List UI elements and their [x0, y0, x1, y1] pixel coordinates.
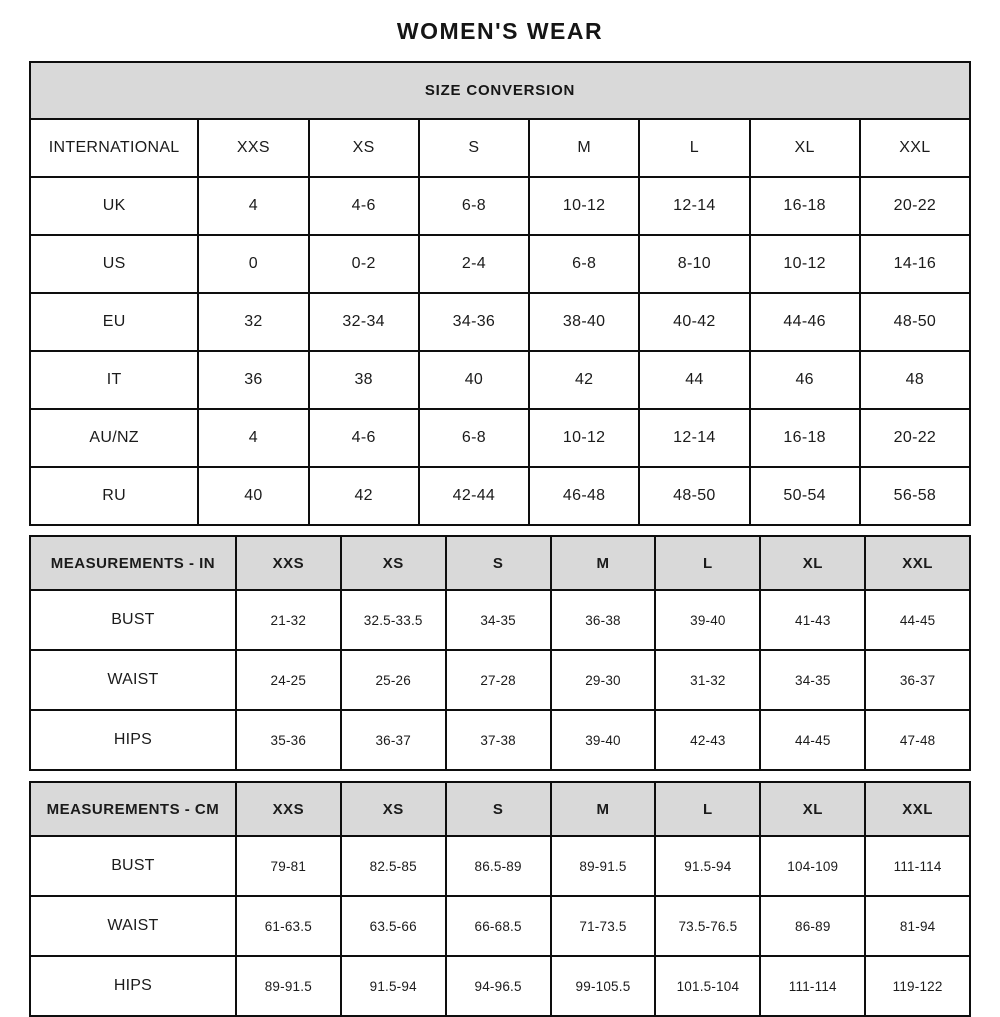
col-header-cell: XL: [750, 119, 860, 177]
col-header-cell: M: [529, 119, 639, 177]
col-header-cell: XXS: [198, 119, 308, 177]
size-value-cell: 38-40: [529, 293, 639, 351]
size-conversion-header-row: [30, 119, 970, 177]
table-row-hips-cm: [30, 956, 970, 1016]
size-value-cell: 6-8: [419, 409, 529, 467]
size-value-cell: 40-42: [639, 293, 749, 351]
col-header-cell: S: [419, 119, 529, 177]
measure-value-cell: 29-30: [551, 650, 656, 710]
measure-value-cell: 24-25: [236, 650, 341, 710]
table-row-us: [30, 235, 970, 293]
size-value-cell: 6-8: [529, 235, 639, 293]
col-header-cell: L: [655, 782, 760, 836]
table-row-waist-in: [30, 650, 970, 710]
row-label-cell: BUST: [30, 590, 236, 650]
measurements-in-table: [29, 535, 971, 771]
size-value-cell: 48-50: [639, 467, 749, 525]
size-value-cell: 56-58: [860, 467, 970, 525]
measure-value-cell: 111-114: [865, 836, 970, 896]
size-value-cell: 0: [198, 235, 308, 293]
measure-value-cell: 25-26: [341, 650, 446, 710]
size-value-cell: 4-6: [309, 409, 419, 467]
row-label-cell: RU: [30, 467, 198, 525]
size-value-cell: 38: [309, 351, 419, 409]
size-value-cell: 44-46: [750, 293, 860, 351]
table-row-eu: [30, 293, 970, 351]
col-header-cell: L: [639, 119, 749, 177]
measure-value-cell: 82.5-85: [341, 836, 446, 896]
size-value-cell: 20-22: [860, 409, 970, 467]
measure-value-cell: 44-45: [760, 710, 865, 770]
row-label-cell: EU: [30, 293, 198, 351]
measurements-in-title-cell: MEASUREMENTS - IN: [30, 536, 236, 590]
measurements-cm-title-cell: MEASUREMENTS - CM: [30, 782, 236, 836]
measure-value-cell: 73.5-76.5: [655, 896, 760, 956]
size-value-cell: 44: [639, 351, 749, 409]
size-value-cell: 12-14: [639, 177, 749, 235]
size-value-cell: 4: [198, 409, 308, 467]
measure-value-cell: 89-91.5: [236, 956, 341, 1016]
measure-value-cell: 63.5-66: [341, 896, 446, 956]
size-value-cell: 42: [309, 467, 419, 525]
size-value-cell: 6-8: [419, 177, 529, 235]
measure-value-cell: 66-68.5: [446, 896, 551, 956]
row-label-cell: WAIST: [30, 650, 236, 710]
col-header-cell: XL: [760, 536, 865, 590]
table-row-waist-cm: [30, 896, 970, 956]
measure-value-cell: 47-48: [865, 710, 970, 770]
col-header-cell: XS: [341, 782, 446, 836]
measure-value-cell: 36-38: [551, 590, 656, 650]
size-conversion-banner: SIZE CONVERSION: [30, 62, 970, 119]
size-value-cell: 40: [198, 467, 308, 525]
measure-value-cell: 34-35: [760, 650, 865, 710]
size-value-cell: 46: [750, 351, 860, 409]
size-value-cell: 42: [529, 351, 639, 409]
size-value-cell: 4: [198, 177, 308, 235]
table-row-hips-in: [30, 710, 970, 770]
size-conversion-table: [29, 61, 971, 526]
col-header-cell: XXS: [236, 782, 341, 836]
measure-value-cell: 94-96.5: [446, 956, 551, 1016]
col-header-cell: XL: [760, 782, 865, 836]
col-header-cell: M: [551, 782, 656, 836]
row-label-cell: US: [30, 235, 198, 293]
measurements-in-header-row: [30, 536, 970, 590]
size-value-cell: 12-14: [639, 409, 749, 467]
measure-value-cell: 111-114: [760, 956, 865, 1016]
measure-value-cell: 79-81: [236, 836, 341, 896]
measure-value-cell: 86-89: [760, 896, 865, 956]
table-spacer: [29, 771, 971, 781]
size-value-cell: 48: [860, 351, 970, 409]
size-value-cell: 40: [419, 351, 529, 409]
table-row-bust-cm: [30, 836, 970, 896]
size-value-cell: 20-22: [860, 177, 970, 235]
col-header-cell: L: [655, 536, 760, 590]
col-header-cell: S: [446, 536, 551, 590]
measure-value-cell: 42-43: [655, 710, 760, 770]
measure-value-cell: 99-105.5: [551, 956, 656, 1016]
size-value-cell: 16-18: [750, 177, 860, 235]
col-header-cell: XXS: [236, 536, 341, 590]
row-label-cell: HIPS: [30, 710, 236, 770]
measure-value-cell: 101.5-104: [655, 956, 760, 1016]
size-value-cell: 10-12: [529, 177, 639, 235]
row-label-cell: BUST: [30, 836, 236, 896]
size-value-cell: 32: [198, 293, 308, 351]
col-header-cell: XS: [341, 536, 446, 590]
col-header-cell: M: [551, 536, 656, 590]
measure-value-cell: 32.5-33.5: [341, 590, 446, 650]
measurements-cm-table: [29, 781, 971, 1017]
size-value-cell: 42-44: [419, 467, 529, 525]
table-row-it: [30, 351, 970, 409]
measure-value-cell: 81-94: [865, 896, 970, 956]
size-value-cell: 8-10: [639, 235, 749, 293]
row-label-cell: UK: [30, 177, 198, 235]
measure-value-cell: 41-43: [760, 590, 865, 650]
size-value-cell: 48-50: [860, 293, 970, 351]
row-label-cell: HIPS: [30, 956, 236, 1016]
measure-value-cell: 31-32: [655, 650, 760, 710]
size-value-cell: 36: [198, 351, 308, 409]
measure-value-cell: 27-28: [446, 650, 551, 710]
measure-value-cell: 36-37: [341, 710, 446, 770]
measure-value-cell: 104-109: [760, 836, 865, 896]
size-value-cell: 50-54: [750, 467, 860, 525]
size-value-cell: 32-34: [309, 293, 419, 351]
col-header-cell: XS: [309, 119, 419, 177]
measure-value-cell: 37-38: [446, 710, 551, 770]
size-value-cell: 14-16: [860, 235, 970, 293]
col-header-cell: XXL: [860, 119, 970, 177]
table-row-bust-in: [30, 590, 970, 650]
measure-value-cell: 36-37: [865, 650, 970, 710]
measure-value-cell: 71-73.5: [551, 896, 656, 956]
size-value-cell: 16-18: [750, 409, 860, 467]
measure-value-cell: 91.5-94: [341, 956, 446, 1016]
table-row-aunz: [30, 409, 970, 467]
col-header-cell: XXL: [865, 536, 970, 590]
table-row-uk: [30, 177, 970, 235]
measure-value-cell: 91.5-94: [655, 836, 760, 896]
col-header-cell: INTERNATIONAL: [30, 119, 198, 177]
size-value-cell: 4-6: [309, 177, 419, 235]
size-value-cell: 34-36: [419, 293, 529, 351]
measure-value-cell: 86.5-89: [446, 836, 551, 896]
size-value-cell: 0-2: [309, 235, 419, 293]
measure-value-cell: 89-91.5: [551, 836, 656, 896]
measure-value-cell: 119-122: [865, 956, 970, 1016]
size-value-cell: 2-4: [419, 235, 529, 293]
size-value-cell: 10-12: [529, 409, 639, 467]
table-spacer: [29, 526, 971, 535]
col-header-cell: S: [446, 782, 551, 836]
measure-value-cell: 35-36: [236, 710, 341, 770]
measure-value-cell: 21-32: [236, 590, 341, 650]
measure-value-cell: 34-35: [446, 590, 551, 650]
measure-value-cell: 61-63.5: [236, 896, 341, 956]
row-label-cell: AU/NZ: [30, 409, 198, 467]
measure-value-cell: 39-40: [655, 590, 760, 650]
row-label-cell: IT: [30, 351, 198, 409]
table-row-ru: [30, 467, 970, 525]
measurements-cm-header-row: [30, 782, 970, 836]
size-value-cell: 46-48: [529, 467, 639, 525]
measure-value-cell: 44-45: [865, 590, 970, 650]
measure-value-cell: 39-40: [551, 710, 656, 770]
row-label-cell: WAIST: [30, 896, 236, 956]
page-title: WOMEN'S WEAR: [396, 18, 604, 44]
size-value-cell: 10-12: [750, 235, 860, 293]
col-header-cell: XXL: [865, 782, 970, 836]
